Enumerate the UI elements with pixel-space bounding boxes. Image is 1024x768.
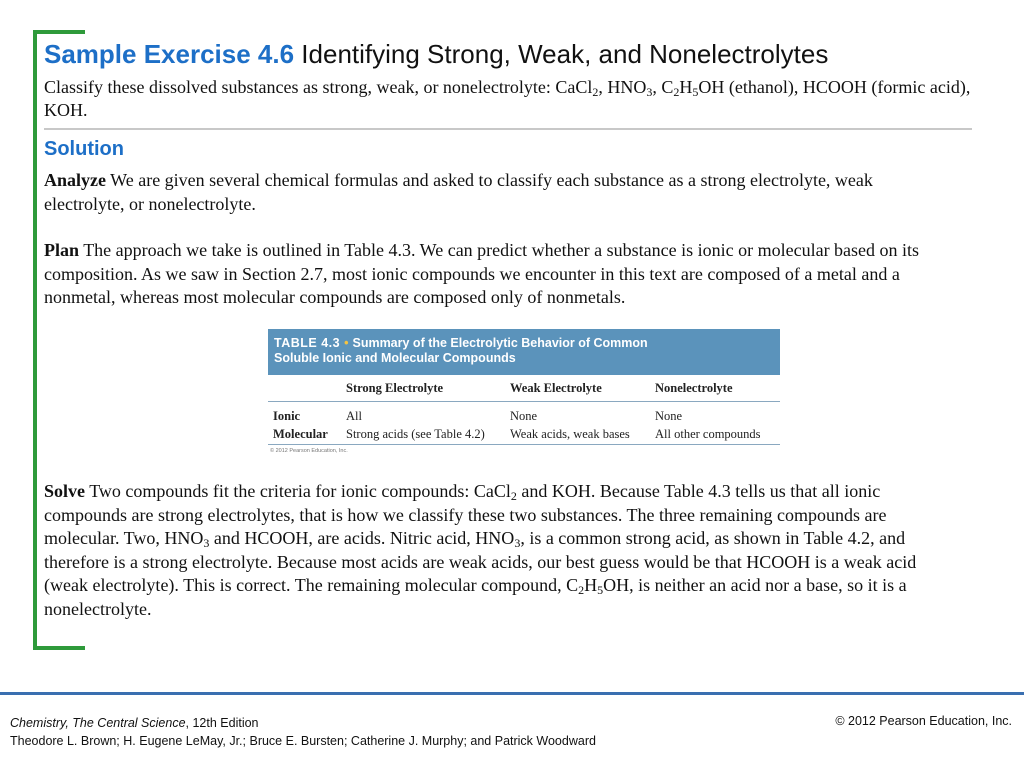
book-title: Chemistry, The Central Science: [10, 716, 186, 730]
plan-text: The approach we take is outlined in Table 4.3. We can predict whether a substance is ionic or molecular based on its composition. As we saw in Section 2.7, most ionic compounds we encounter in this text are composed of a metal and a nonmetal, whereas most molecular compounds are composed only of nonmetals.: [44, 240, 920, 307]
bracket-bottom-bar: [33, 646, 85, 650]
plan-label: Plan: [44, 240, 80, 260]
analyze-paragraph: [44, 169, 944, 216]
bracket-top-bar: [33, 30, 85, 34]
solve-text: and HCOOH, are acids. Nitric acid, HNO: [209, 528, 515, 548]
section-divider: [44, 128, 972, 130]
subscript: 2: [673, 85, 680, 99]
subscript: 3: [514, 536, 521, 550]
subscript: 2: [510, 489, 517, 503]
footer-citation: [10, 714, 596, 750]
table-number: TABLE 4.3: [274, 336, 341, 350]
exercise-label: Sample Exercise 4.6: [44, 39, 295, 69]
row-label-molecular: Molecular: [273, 427, 328, 441]
solve-text: , is a common strong acid, as shown in Table 4.2, and therefore is a strong electrolyte. Because most acids are weak acids, our best guess would be that HCOOH is a weak acid (weak electrolyte). This is correct. The remaining molecular compound, C: [44, 528, 917, 595]
book-edition: , 12th Edition: [185, 716, 259, 730]
table-bottom-rule: [268, 444, 780, 445]
footer-copyright: © 2012 Pearson Education, Inc.: [835, 714, 1012, 728]
solve-label: Solve: [44, 481, 86, 501]
subscript: 3: [646, 85, 653, 99]
table-caption-line2: Soluble Ionic and Molecular Compounds: [274, 351, 516, 365]
subscript: 5: [597, 583, 604, 597]
analyze-label: Analyze: [44, 170, 106, 190]
column-header-non: Nonelectrolyte: [655, 381, 733, 395]
plan-paragraph: [44, 239, 944, 310]
exercise-prompt: [44, 76, 974, 122]
subscript: 2: [592, 85, 599, 99]
row-label-ionic: Ionic: [273, 409, 301, 423]
solution-heading: Solution: [44, 138, 124, 160]
solve-text: Two compounds fit the criteria for ionic compounds: CaCl: [85, 481, 511, 501]
subscript: 3: [203, 536, 210, 550]
subscript: 2: [578, 583, 585, 597]
column-header-weak: Weak Electrolyte: [510, 381, 602, 395]
footer-divider: [0, 692, 1024, 695]
table-header-rule: [268, 401, 780, 402]
bracket-side-bar: [33, 30, 37, 650]
solve-text: OH, is neither an acid nor a base, so it is a nonelectrolyte.: [44, 575, 907, 619]
prompt-text: , C: [652, 77, 674, 97]
table-credit: © 2012 Pearson Education, Inc.: [270, 448, 348, 454]
slide-title: [44, 39, 1004, 70]
cell-ionic-strong: All: [346, 409, 362, 423]
prompt-text: OH (ethanol), HCOOH (formic acid), KOH.: [44, 77, 971, 120]
book-authors: Theodore L. Brown; H. Eugene LeMay, Jr.; Bruce E. Bursten; Catherine J. Murphy; and Patrick Woodward: [10, 734, 596, 748]
solve-paragraph: [44, 480, 944, 621]
table-header: [268, 329, 780, 375]
cell-ionic-non: None: [655, 409, 683, 423]
table-caption-line1: Summary of the Electrolytic Behavior of Common: [352, 336, 648, 350]
prompt-text: , HNO: [598, 77, 647, 97]
subscript: 5: [692, 85, 699, 99]
cell-molecular-weak: Weak acids, weak bases: [510, 427, 630, 441]
bullet-icon: •: [344, 336, 349, 350]
analyze-text: We are given several chemical formulas and asked to classify each substance as a strong electrolyte, weak electrolyte, or nonelectrolyte.: [44, 170, 873, 214]
solve-text: and KOH. Because Table 4.3 tells us that all ionic compounds are strong electrolytes, that is how we classify these two substances. The three remaining compounds are molecular. Two, HNO: [44, 481, 887, 548]
solve-text: H: [584, 575, 598, 595]
prompt-text: Classify these dissolved substances as strong, weak, or nonelectrolyte: CaCl: [44, 77, 593, 97]
cell-ionic-weak: None: [510, 409, 538, 423]
cell-molecular-non: All other compounds: [655, 427, 761, 441]
column-header-strong: Strong Electrolyte: [346, 381, 444, 395]
exercise-title: Identifying Strong, Weak, and Nonelectrolytes: [301, 39, 829, 69]
cell-molecular-strong: Strong acids (see Table 4.2): [346, 427, 485, 441]
prompt-text: H: [679, 77, 693, 97]
electrolyte-table: [268, 329, 780, 459]
